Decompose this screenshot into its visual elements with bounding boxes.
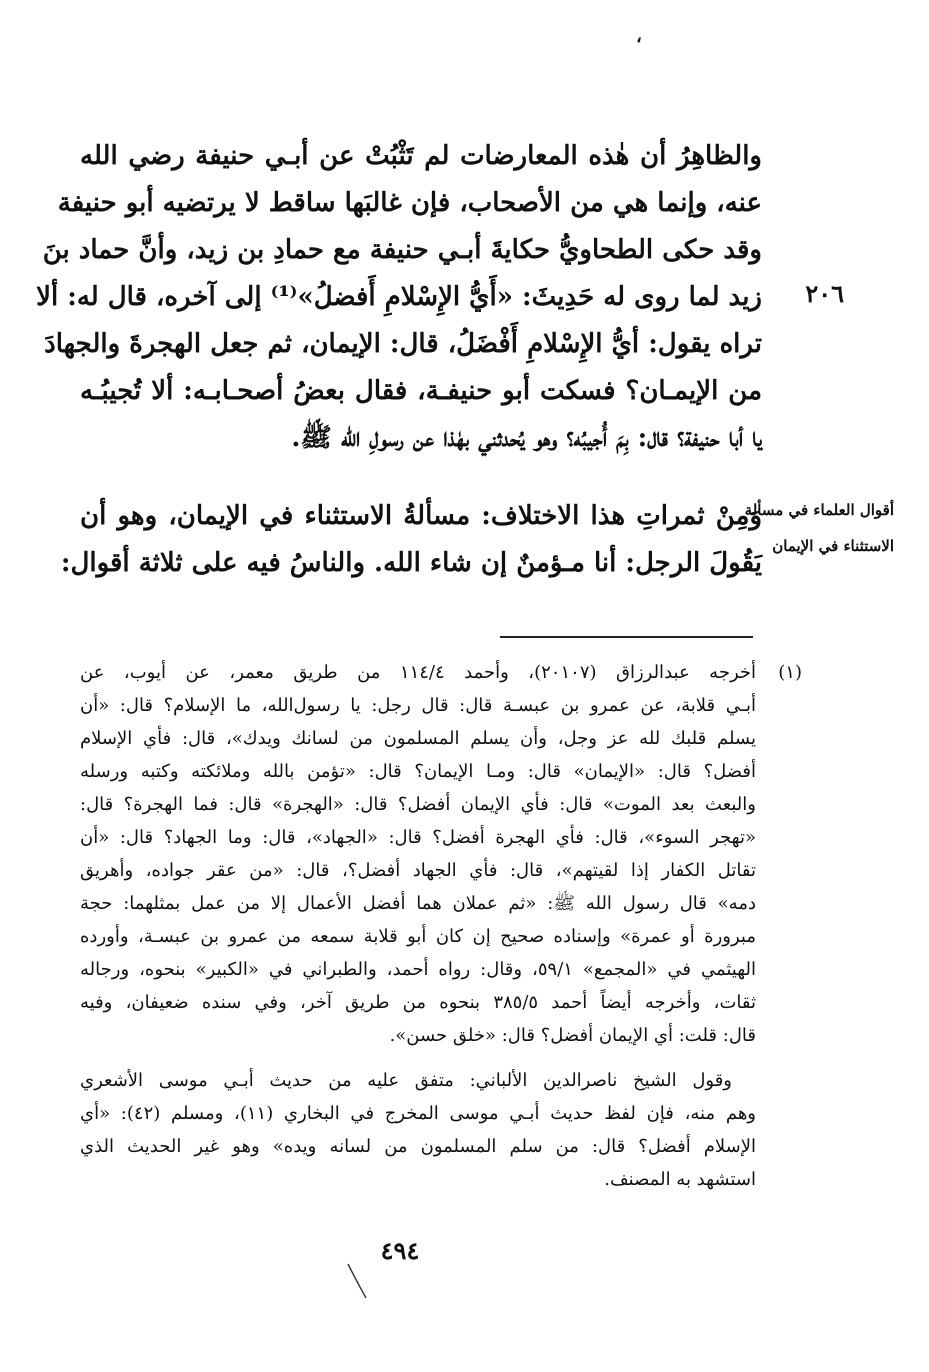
footnote-line: دمه» قال رسول الله ﷺ: «ثم عملان هما أفضل الأعمال إلا من عمل بمثلهما: حجة	[80, 893, 756, 914]
main-line: يا أبا حنيفة؟ قال: بِمَ أُجيبُه؟ وهو يُحدثني بهٰذا عن رسولِ الله ﷺ.	[291, 423, 762, 453]
footnote-line: والبعث بعد الموت» قال: فأي الإيمان أفضل؟ قال: «الهجرة» قال: فما الهجرة؟ قال:	[80, 794, 756, 815]
stray-pen-mark	[346, 1262, 370, 1302]
footnote-line: الإسلام أفضل؟ قال: من سلم المسلمون من لسانه ويده» وهو غير الحديث الذي	[80, 1136, 756, 1157]
footnote-line: «تهجر السوء»، قال: فأي الهجرة أفضل؟ قال: «الجهاد»، قال: وما الجهاد؟ قال: «أن	[80, 827, 756, 848]
side-note-line: الاستثناء في الإيمان	[772, 537, 894, 555]
footnote-line: قال: قلت: أي الإيمان أفضل؟ قال: «خلق حسن».	[389, 1025, 756, 1046]
main-line: وَمِنْ ثمراتِ هذا الاختلاف: مسألةُ الاستثناء في الإيمان، وهو أن	[80, 501, 762, 531]
footnote-line: أفضل؟ قال: «الإيمان» قال: ومـا الإيمان؟ قال: «تؤمن بالله وملائكته وكتبه ورسله	[80, 761, 756, 782]
main-line: عنه، وإنما هي من الأصحاب، فإن غالبَها ساقط لا يرتضيه أبو حنيفة	[57, 188, 762, 218]
page-number: ٤٩٤	[380, 1236, 420, 1265]
main-line: وقد حكى الطحاويُّ حكايةَ أبـي حنيفة مع حمادِ بن زيد، وأنَّ حماد بنَ	[42, 235, 762, 265]
footnote-line: يسلم قلبك لله عز وجل، وأن يسلم المسلمون من لسانك ويدك»، قال: فأي الإسلام	[80, 728, 756, 749]
main-line: زيد لما روى له حَدِيثَ: «أَيُّ الإِسْلامِ أَفضلُ»⁽¹⁾ إلى آخره، قال له: ألا	[36, 282, 762, 312]
footnote-line: وهم منه، فإن لفظ حديث أبـي موسى المخرج في البخاري (١١)، ومسلم (٤٢): «أي	[80, 1103, 756, 1124]
footnote-line: مبرورة أو عمرة» وإسناده صحيح إن كان أبو قلابة سمعه من عمرو بن عبسـة، وأورده	[80, 926, 756, 947]
footnote-line: وقول الشيخ ناصرالدين الألباني: متفق عليه من حديث أبـي موسى الأشعري	[80, 1070, 732, 1091]
footnote-line: استشهد به المصنف.	[604, 1169, 756, 1190]
footnote-line: أخرجه عبدالرزاق (٢٠١٠٧)، وأحمد ١١٤/٤ من طريق معمر، عن أيوب، عن	[80, 662, 756, 683]
footnote-number: (١)	[778, 662, 802, 683]
top-mark: ،	[636, 26, 642, 47]
footnote-line: أبـي قلابة، عن عمرو بن عبسـة قال: قال رجل: يا رسول‌الله، ما الإسلام؟ قال: «أن	[80, 695, 756, 716]
main-line: والظاهِرُ أن هٰذه المعارضات لم تَثْبُتْ عن أبـي حنيفة رضي الله	[80, 141, 762, 171]
main-line: يَقُولَ الرجل: أنا مـؤمنٌ إن شاء الله. والناسُ فيه على ثلاثة أقوال:	[60, 548, 762, 578]
main-line: من الإيمـان؟ فسكت أبو حنيفـة، فقال بعضُ أصحـابـه: ألا تُجيبُـه	[80, 376, 762, 406]
side-note-line: أقوال العلماء في مسألة	[744, 501, 894, 519]
footnote-line: الهيثمي في «المجمع» ٥٩/١، وقال: رواه أحمد، والطبراني في «الكبير» بنحوه، ورجاله	[80, 959, 756, 980]
verse-number: ٢٠٦	[805, 279, 844, 308]
footnote-line: تقاتل الكفار إذا لقيتهم»، قال: فأي الجهاد أفضل؟، قال: «من عقر جواده، وأهريق	[80, 860, 756, 881]
footnote-divider	[500, 636, 753, 638]
footnote-line: ثقات، وأخرجه أيضاً أحمد ٣٨٥/٥ بنحوه من طريق آخر، وفي سنده ضعيفان، وفيه	[80, 992, 756, 1013]
main-line: تراه يقول: أيُّ الإِسْلامِ أَفْضَلُ، قال: الإيمان، ثم جعل الهجرةَ والجهادَ	[44, 329, 762, 359]
